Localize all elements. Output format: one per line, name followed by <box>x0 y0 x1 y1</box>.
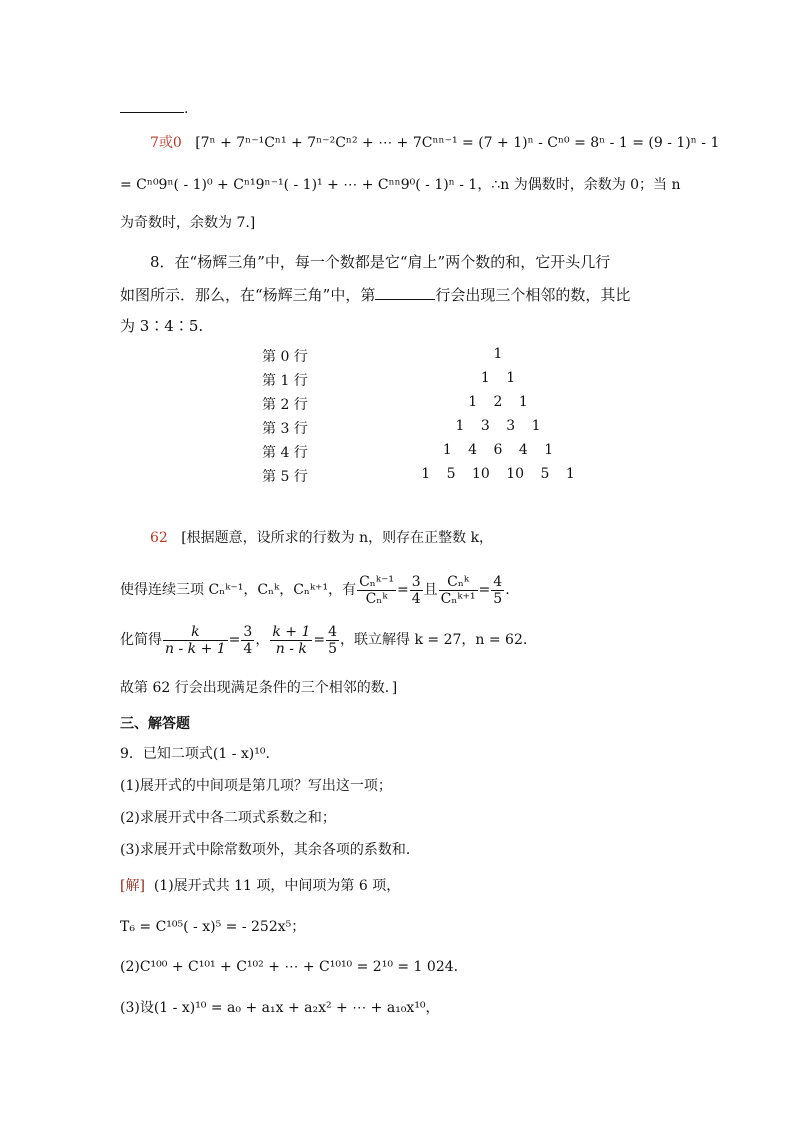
q9-solution-text-1: (1)展开式共 11 项，中间项为第 6 项， <box>153 878 401 894</box>
triangle-row-label: 第 1 行 <box>262 373 308 389</box>
q8-solution-line-1 <box>150 528 493 548</box>
q9-solution-line-2: T₆ = C¹⁰⁵( - x)⁵ = - 252x⁵； <box>120 919 306 935</box>
q8-solution-line-3: 化简得 $\frac{k}{n - k + 1}$ = $\frac{3}{4}$ ， $\frac{k + 1}{n - k}$ = $\frac{4}{5}$ ，联立解得 k = 27，n = 62. <box>120 623 528 657</box>
q9-solution-line-3: (2)C¹⁰⁰ + C¹⁰¹ + C¹⁰² + ⋯ + C¹⁰¹⁰ = 2¹⁰ = 1 024. <box>120 959 459 975</box>
q8-solution-text-2a: 使得连续三项 Cₙᵏ⁻¹，Cₙᵏ，Cₙᵏ⁺¹，有 <box>120 582 357 598</box>
q8-answer: 62 <box>150 530 168 546</box>
fraction <box>357 574 396 607</box>
fraction-numerator: 3 <box>243 623 253 640</box>
fraction-denominator: 4 <box>411 590 421 607</box>
fraction-numerator: 3 <box>411 573 421 590</box>
fraction <box>410 574 423 607</box>
q8-solution-text-2c: . <box>505 582 510 598</box>
q7-conclusion: 为奇数时，余数为 7.] <box>120 215 256 231</box>
q8-solution-conclusion: 故第 62 行会出现满足条件的三个相邻的数．] <box>120 680 398 696</box>
fraction-numerator: k + 1 <box>272 623 311 640</box>
fill-blank <box>120 98 184 113</box>
q9-question: 9．已知二项式(1 - x)¹⁰. <box>120 746 270 762</box>
q8-solution-text-3a: 化简得 <box>120 632 162 648</box>
fraction-numerator: 4 <box>493 573 503 590</box>
q9-part-2: (2)求展开式中各二项式系数之和； <box>120 810 336 826</box>
q8-text-2a: 如图所示．那么，在“杨辉三角”中，第 <box>120 286 376 304</box>
q8-ratio: 为 3∶4∶5. <box>120 317 204 335</box>
triangle-row-values: 1 5 10 10 5 1 <box>421 466 575 482</box>
fraction-numerator: 4 <box>328 623 338 640</box>
fraction <box>270 624 312 657</box>
q7-derivation-2: = Cⁿ⁰9ⁿ( - 1)⁰ + Cⁿ¹9ⁿ⁻¹( - 1)¹ + ⋯ + Cⁿⁿ9⁰( - 1)ⁿ - 1，∴n 为偶数时，余数为 0；当 n <box>120 177 681 193</box>
triangle-row-label: 第 4 行 <box>262 445 308 461</box>
fraction-denominator: 5 <box>328 640 338 657</box>
fraction-numerator: k <box>163 624 228 641</box>
q9-part-1: (1)展开式的中间项是第几项？写出这一项； <box>120 778 392 794</box>
q7-solution-line-2 <box>120 175 681 195</box>
q9-solution-line-1 <box>120 876 400 896</box>
fraction <box>491 574 504 607</box>
q7-derivation-1: [7ⁿ + 7ⁿ⁻¹Cⁿ¹ + 7ⁿ⁻²Cⁿ² + ⋯ + 7Cⁿⁿ⁻¹ = (7 + 1)ⁿ - Cⁿ⁰ = 8ⁿ - 1 = (9 - 1)ⁿ - 1 <box>195 135 720 151</box>
q8-solution-line-2: 使得连续三项 Cₙᵏ⁻¹，Cₙᵏ，Cₙᵏ⁺¹，有 $\frac{\text{Cₙᵏ⁻¹}}{\text{Cₙᵏ}}$ = $\frac{3}{4}$ 且 $\frac{\text{Cₙᵏ}}{\text{Cₙᵏ⁺¹}}$ = $\frac{4}{5}$ . <box>120 573 510 607</box>
triangle-row-label: 第 2 行 <box>262 397 308 413</box>
fraction-denominator: n - k <box>275 640 307 657</box>
triangle-row-label: 第 5 行 <box>262 469 308 485</box>
q8-question-line-1 <box>150 252 610 272</box>
triangle-row-label: 第 3 行 <box>262 421 308 437</box>
fraction-numerator: Cₙᵏ⁻¹ <box>359 573 394 590</box>
q8-solution-text-2b: 且 <box>423 582 438 598</box>
fraction <box>241 624 254 657</box>
solution-tag: [解] <box>120 878 145 894</box>
triangle-row-values: 1 1 <box>480 370 516 386</box>
q8-solution-text-1: [根据题意，设所求的行数为 n，则存在正整数 k， <box>181 530 494 546</box>
q7-answer: 7或0 <box>150 135 182 151</box>
fraction <box>326 624 339 657</box>
blank-end-period: . <box>184 101 189 117</box>
q7-solution-line-1 <box>150 133 719 153</box>
q7-solution-line-3 <box>120 213 255 233</box>
q8-solution-text-3c: ，联立解得 k = 27，n = 62. <box>340 632 528 648</box>
q8-solution-line-4 <box>120 678 397 698</box>
section-heading: 三、解答题 <box>120 716 190 732</box>
fraction <box>163 624 228 657</box>
triangle-row-label: 第 0 行 <box>262 349 308 365</box>
q8-text-2b: 行会出现三个相邻的数，其比 <box>435 286 631 304</box>
triangle-row-values: 1 <box>493 346 503 362</box>
q9-part-3: (3)求展开式中除常数项外，其余各项的系数和． <box>120 842 420 858</box>
triangle-row-values: 1 2 1 <box>468 394 528 410</box>
q8-fill-blank <box>375 285 435 300</box>
fraction-denominator: Cₙᵏ⁺¹ <box>440 590 476 607</box>
fraction-denominator: Cₙᵏ <box>365 590 388 607</box>
fraction-denominator: n - k + 1 <box>165 640 226 657</box>
q8-text-1: 8．在“杨辉三角”中，每一个数都是它“肩上”两个数的和，它开头几行 <box>150 253 611 271</box>
triangle-row-values: 1 4 6 4 1 <box>442 442 554 458</box>
q8-solution-text-3b: ， <box>255 632 270 648</box>
fraction <box>439 574 478 607</box>
answer-blank-line <box>120 98 188 119</box>
fraction-denominator: 5 <box>493 590 503 607</box>
q8-question-line-2 <box>120 285 630 305</box>
triangle-row-values: 1 3 3 1 <box>455 418 541 434</box>
fraction-denominator: 4 <box>243 640 253 657</box>
q9-solution-line-4: (3)设(1 - x)¹⁰ = a₀ + a₁x + a₂x² + ⋯ + a₁₀x¹⁰， <box>120 1000 440 1016</box>
q8-question-line-3 <box>120 316 203 336</box>
fraction-numerator: Cₙᵏ <box>439 574 478 591</box>
